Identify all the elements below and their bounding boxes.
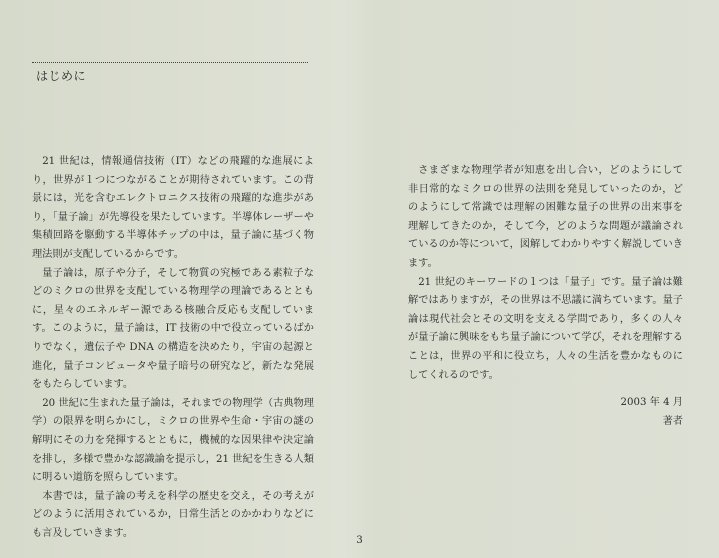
paragraph: さまざまな物理学者が知恵を出し合い，どのようにして非日常的なミクロの世界の法則を発見していったのか，どのようにして常識では理解の困難な量子の世界の出来事を理解してきたのか，そして今，どのような問題が議論されているのか等について，図解してわかりやすく解説していきます。 — [408, 165, 683, 269]
signature-block — [408, 394, 683, 431]
paragraph: 本書では，量子論の考えを科学の歴史を交え，その考えがどのように活用されているか，日常生活とのかかわりなどにも言及していきます。 — [32, 490, 314, 539]
left-column — [32, 153, 314, 543]
heading-block — [32, 62, 308, 84]
paragraph: 量子論は，原子や分子，そして物質の究極である素粒子などのミクロの世界を支配している物理学の理論であるとともに，星々のエネルギー源である核融合反応も支配しています。このように，量子論は，IT 技術の中で役立っているばかりでなく，遺伝子や DNA の構造を決めたり，宇宙の起源と進化，量子コンピュータや量子暗号の研究など，新たな発展をもたらしています。 — [32, 267, 314, 391]
page-number: 3 — [356, 535, 363, 546]
right-column — [408, 162, 683, 431]
dotted-rule — [32, 62, 308, 63]
paragraph: 20 世紀に生まれた量子論は，それまでの物理学（古典物理学）の限界を明らかにし，ミクロの世界や生命・宇宙の謎の解明にその力を発揮するとともに，機械的な因果律や決定論を排し，多様で豊かな認識論を提示し，21 世紀を生きる人類に明るい道筋を照らしています。 — [32, 397, 314, 484]
page-heading: はじめに — [36, 69, 87, 83]
signature-date: 2003 年 4 月 — [620, 397, 683, 409]
paragraph: 21 世紀のキーワードの１つは「量子」です。量子論は難解ではありますが，その世界は不思議に満ちています。量子論は現代社会とその文明を支える学問であり，多くの人々が量子論に興味をもち量子論について学び，それを理解することは，世界の平和に役立ち，人々の生活を豊かなものにしてくれるのです。 — [408, 276, 683, 381]
paragraph: 21 世紀は，情報通信技術（IT）などの飛躍的な進展により，世界が１つにつながることが期待されています。この背景には，光を含むエレクトロニクス技術の飛躍的な進歩があり，「量子論」が先導役を果たしています。半導体レーザーや集積回路を駆動する半導体チップの中は，量子論に基づく物理法則が支配しているからです。 — [32, 156, 314, 260]
signature-author: 著者 — [662, 415, 683, 427]
